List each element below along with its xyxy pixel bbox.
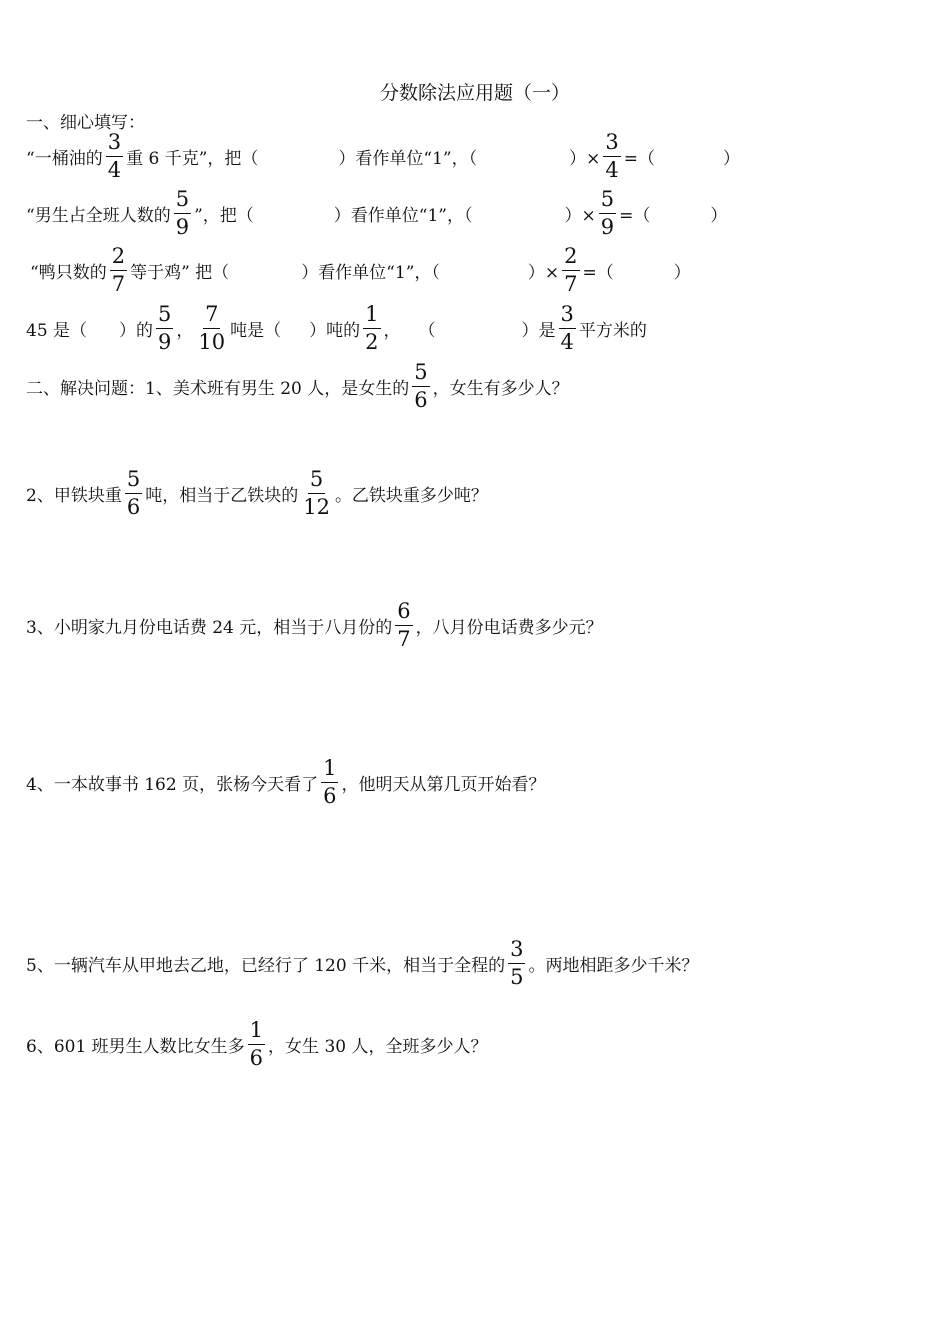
problem-1-fraction: $\frac{5}{6}$ (414, 359, 428, 412)
problem-6-text-1: 6、601 班男生人数比女生多 (26, 1036, 245, 1057)
problem-4-text-1: 4、一本故事书 162 页，张杨今天看了 (26, 774, 319, 795)
problem-3-fraction: $\frac{6}{7}$ (397, 598, 411, 651)
fill-row-4 (26, 297, 647, 359)
row1-multiplier-fraction: $\frac{3}{4}$ (605, 129, 619, 182)
problem-3-text-1: 3、小明家九月份电话费 24 元，相当于八月份的 (26, 617, 393, 638)
row2-text-1: “男生占全班人数的 (26, 205, 171, 226)
row2-equals: =（ (619, 205, 651, 226)
row2-text-4: ）× (564, 205, 596, 226)
problem-4 (26, 751, 545, 813)
problem-3-text-2: ，八月份电话费多少元？ (415, 617, 603, 638)
page-title: 分数除法应用题（一） (379, 82, 570, 104)
fill-row-2 (26, 182, 727, 244)
problem-1-text-1: 二、解决问题：1、美术班有男生 20 人，是女生的 (26, 378, 410, 399)
row4-text-1: 45 是（ (26, 320, 88, 341)
problem-6 (26, 1013, 488, 1075)
problem-5 (26, 932, 698, 994)
problem-3 (26, 594, 603, 656)
row1-text-3: ）看作单位“1”，（ (338, 148, 478, 169)
row2-text-2: ”，把（ (194, 205, 254, 226)
problem-5-text-1: 5、一辆汽车从甲地去乙地，已经行了 120 千米，相当于全程的 (26, 955, 506, 976)
row4-text-2: ）的 (119, 320, 154, 341)
row4-text-5: ）吨的 (309, 320, 361, 341)
row1-text-4: ）× (569, 148, 601, 169)
row4-fraction-1: $\frac{5}{9}$ (158, 301, 172, 354)
row3-text-2: 等于鸡” 把（ (130, 262, 230, 283)
row4-fraction-4: $\frac{3}{4}$ (560, 301, 574, 354)
problem-2-fraction-2: $\frac{5}{12}$ (303, 466, 330, 519)
problem-2-text-3: 。乙铁块重多少吨？ (334, 485, 488, 506)
problem-2-text-1: 2、甲铁块重 (26, 485, 122, 506)
row2-fraction: $\frac{5}{9}$ (175, 186, 190, 239)
fill-row-3 (30, 239, 691, 301)
row2-text-5: ） (710, 205, 728, 226)
row4-fraction-2: $\frac{7}{10}$ (198, 301, 226, 354)
row1-text-1: “一桶油的 (26, 148, 103, 169)
row3-equals: =（ (582, 262, 614, 283)
row3-fraction: $\frac{2}{7}$ (111, 243, 126, 296)
row4-text-6: ， (383, 320, 401, 341)
row3-text-5: ） (673, 262, 691, 283)
row1-fraction: $\frac{3}{4}$ (107, 129, 122, 182)
row4-text-4: 吨是（ (230, 320, 282, 341)
problem-1-text-2: ，女生有多少人？ (432, 378, 569, 399)
row3-multiplier-fraction: $\frac{2}{7}$ (564, 243, 578, 296)
problem-4-fraction: $\frac{1}{6}$ (323, 755, 337, 808)
problem-1 (26, 355, 569, 417)
problem-6-fraction: $\frac{1}{6}$ (249, 1017, 264, 1070)
row4-fraction-3: $\frac{1}{2}$ (365, 301, 379, 354)
row2-text-3: ）看作单位“1”，（ (333, 205, 473, 226)
row4-text-8: ）是 (521, 320, 556, 341)
problem-5-text-2: 。两地相距多少千米？ (528, 955, 699, 976)
problem-4-text-2: ，他明天从第几页开始看？ (341, 774, 546, 795)
row1-text-2: 重 6 千克”，把（ (126, 148, 259, 169)
row4-text-9: 平方米的 (578, 320, 647, 341)
row2-multiplier-fraction: $\frac{5}{9}$ (600, 186, 615, 239)
row3-text-4: ）× (527, 262, 560, 283)
row3-text-1: “鸭只数的 (30, 262, 107, 283)
problem-2-text-2: 吨，相当于乙铁块的 (145, 485, 299, 506)
row1-text-5: ） (722, 148, 740, 169)
row3-text-3: ）看作单位“1”，（ (301, 262, 440, 283)
row1-equals: =（ (623, 148, 655, 169)
problem-5-fraction: $\frac{3}{5}$ (510, 936, 524, 989)
section1-heading: 一、细心填写： (26, 112, 145, 133)
problem-6-text-2: ，女生 30 人，全班多少人？ (268, 1036, 488, 1057)
fill-row-1 (26, 125, 740, 187)
row4-text-3: ， (176, 320, 194, 341)
problem-2 (26, 462, 488, 524)
problem-2-fraction-1: $\frac{5}{6}$ (126, 466, 141, 519)
row4-text-7: （ (418, 320, 436, 341)
